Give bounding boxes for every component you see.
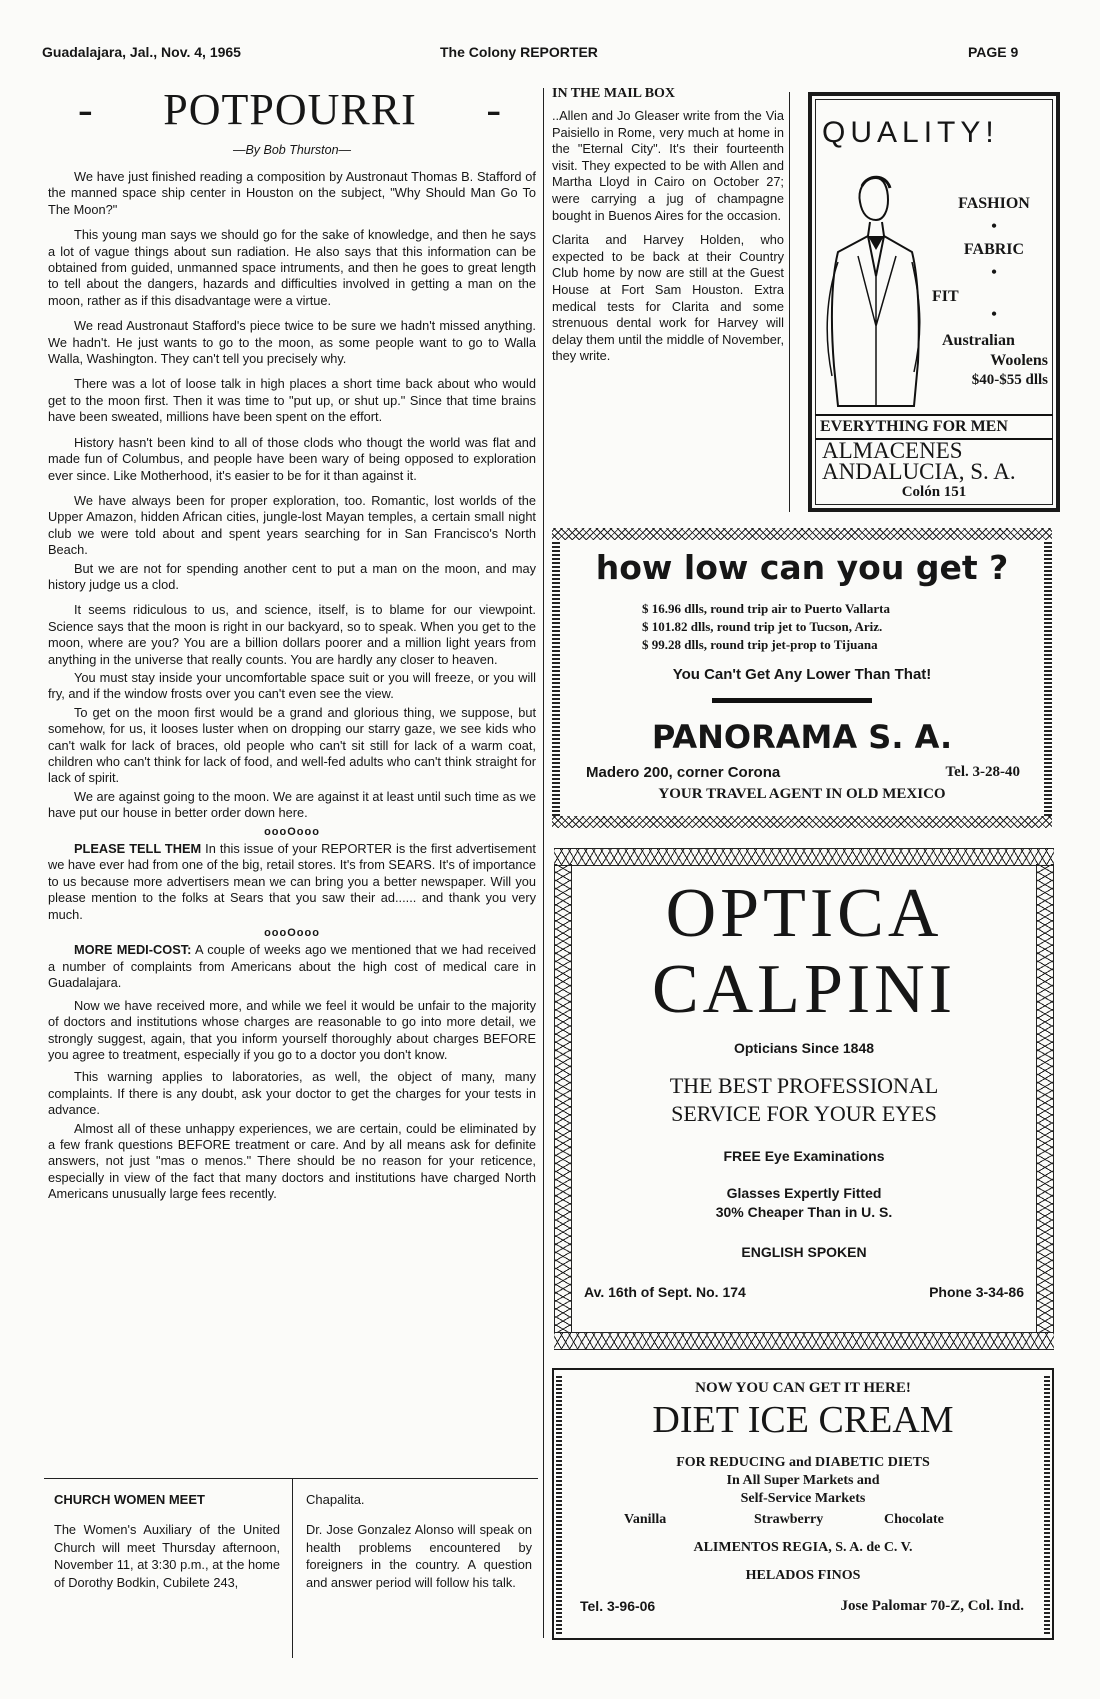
byline: —By Bob Thurston— <box>232 143 352 157</box>
zigzag-border <box>552 816 1052 828</box>
optica-glasses <box>554 1184 1054 1222</box>
paragraph: But we are not for spending another cent to put a man on the moon, and may history judge us a clod. <box>48 560 536 592</box>
dash-right: - <box>486 85 502 134</box>
church-title: CHURCH WOMEN MEET <box>54 1492 205 1507</box>
travel-tagline: YOUR TRAVEL AGENT IN OLD MEXICO <box>658 786 946 802</box>
chapalita-text: Dr. Jose Gonzalez Alonso will speak on health problems encountered by foreigners in the country. A question and answer period will follow his talk. <box>306 1522 532 1590</box>
bullet: • <box>991 306 997 323</box>
quality-woolens-2: Woolens <box>990 352 1048 369</box>
optica-name-line-2: CALPINI <box>651 951 957 1028</box>
paragraph: We read Austronaut Stafford's piece twice to be sure we hadn't missed anything. We hadn't. He just wants to go to the moon, as some people want to go to Walla Walla, Washington. They can't tell you precisely why. <box>48 318 536 367</box>
optica-english: ENGLISH SPOKEN <box>741 1244 867 1260</box>
travel-fares <box>642 600 890 654</box>
mailbox-rule <box>789 92 790 512</box>
travel-company: PANORAMA S. A. <box>651 718 953 756</box>
potpourri-title: POTPOURRI <box>163 85 417 134</box>
dateline: Guadalajara, Jal., Nov. 4, 1965 <box>42 44 241 60</box>
paragraph: Clarita and Harvey Holden, who expected to be back at their Country Club home by now are still at the Guest House at Fort Sam Houston. Extra medical tests for Clarita and some strenuous dental work for Harvey will delay them until the middle of November, they write. <box>552 232 784 364</box>
optica-name-line-1: OPTICA <box>665 875 943 952</box>
ice-cream-details <box>554 1454 1052 1508</box>
ice-cream-kicker: NOW YOU CAN GET IT HERE! <box>695 1380 911 1396</box>
separator: oooOooo <box>264 927 320 940</box>
rule-boxes-divider <box>292 1478 293 1658</box>
paragraph: History hasn't been kind to all of those clods who thougt the world was flat and made fun of Columbus, and people have been wary of being opposed to exploration ever since. Like Motherhood, it's easier to be for it than against it. <box>48 434 536 483</box>
please-tell-them-item <box>48 841 536 923</box>
medi-cost-item <box>48 942 536 991</box>
travel-address: Madero 200, corner Corona <box>586 764 781 781</box>
quality-divider <box>815 414 1053 416</box>
paragraph: We have always been for proper exploration, too. Romantic, lost worlds of the Upper Amazon, hidden African cities, jungle-lost Mayan temples, a certain small night club we were told about and spent years searching for in San Francisco's North Beach. <box>48 492 536 558</box>
potpourri-headline <box>48 84 536 135</box>
ice-cream-purpose: FOR REDUCING and DIABETIC DIETS <box>676 1455 930 1470</box>
bullet: • <box>991 264 997 281</box>
church-text: The Women's Auxiliary of the United Church will meet Thursday afternoon, November 11, at 3:30 p.m., at the home of Dorothy Bodkin, Cubilete 243, <box>54 1522 280 1590</box>
travel-ad <box>552 528 1052 828</box>
ice-cream-ad <box>552 1368 1054 1640</box>
quality-address: Colón 151 <box>901 484 967 500</box>
quality-tagline: EVERYTHING FOR MEN <box>820 418 1008 435</box>
paragraph: You must stay inside your uncomfortable space suit or you will freeze, or you will fry, and if the window frosts over you can't even see the view. <box>48 669 536 702</box>
page-number: PAGE 9 <box>968 44 1019 60</box>
paragraph: This young man says we should go for the sake of knowledge, and then he says a lot of vague things about sun radiation. He also says that this information can be obtained from guided, unmanned space intruments, and then he goes to great length to tell about the dangers, hazards and difficulties involved in getting a man on the moon, rather as if this disadvantage were a virtue. <box>48 227 536 308</box>
fare-line: $ 99.28 dlls, round trip jet-prop to Tijuana <box>642 637 878 652</box>
mailbox-body <box>552 108 784 365</box>
medi-cost-text: A couple of weeks ago we mentioned that we had received a number of complaints from Americans about the high cost of medical care in Guadalajara. <box>48 942 537 991</box>
quality-item-fit: FIT <box>932 288 959 305</box>
optica-phone: Phone 3-34-86 <box>929 1284 1024 1300</box>
ice-cream-phone: Tel. 3-96-06 <box>580 1598 656 1614</box>
separator: oooOooo <box>264 825 320 838</box>
dash-left: - <box>78 85 94 134</box>
optica-address: Av. 16th of Sept. No. 174 <box>584 1284 746 1300</box>
optica-service <box>554 1072 1054 1128</box>
crosshatch-border <box>554 848 1054 866</box>
mailbox-title: IN THE MAIL BOX <box>552 86 676 101</box>
column-rule <box>543 88 544 1638</box>
paragraph: This warning applies to laboratories, as well, the object of many, many complaints. If there is any doubt, ask your doctor to get the charges for your tests in advance. <box>48 1069 536 1118</box>
crosshatch-border <box>554 1332 1054 1350</box>
travel-slogan: You Can't Get Any Lower Than That! <box>672 666 932 683</box>
quality-company-line-2: ANDALUCIA, S. A. <box>822 459 1016 484</box>
travel-divider <box>712 698 872 703</box>
potpourri-body <box>48 169 536 1203</box>
paragraph: There was a lot of loose talk in high places a short time back about who would get to the moon first. Then it was time to "put up, or shut up." Since that time brains have been sweated, millions have been spent on the effort. <box>48 376 536 425</box>
optica-service-line-1: THE BEST PROFESSIONAL <box>669 1073 939 1098</box>
paragraph: ..Allen and Jo Gleaser write from the Via Paisiello in Rome, very much at home in the "Eternal City". It's their fourteenth visit. They expected to be with Allen and Martha Lloyd in Cairo on October 27; were carrying a jug of champagne bought in Buenos Aires for the occasion. <box>552 108 784 223</box>
newspaper-name: The Colony REPORTER <box>440 44 598 60</box>
please-tell-them-heading: PLEASE TELL THEM <box>74 841 202 857</box>
paragraph: We are against going to the moon. We are against it at least until such time as we have put our house in better order down here. <box>48 788 536 821</box>
ice-cream-where-2: Self-Service Markets <box>740 1491 866 1506</box>
optica-glasses-line-1: Glasses Expertly Fitted <box>726 1185 882 1201</box>
chapalita-box <box>306 1492 532 1591</box>
rule-bottom-boxes <box>44 1478 538 1479</box>
quality-company-line-1: ALMACENES <box>822 438 963 463</box>
ice-cream-company: ALIMENTOS REGIA, S. A. de C. V. <box>693 1540 913 1555</box>
potpourri-column <box>48 84 536 1203</box>
bullet: • <box>991 218 997 235</box>
quality-item-fabric: FABRIC <box>963 241 1025 258</box>
flavor-strawberry: Strawberry <box>754 1512 824 1527</box>
ice-cream-where-1: In All Super Markets and <box>726 1473 880 1488</box>
quality-woolens-1: Australian <box>942 332 1015 349</box>
mailbox-column <box>552 86 784 373</box>
zigzag-border <box>552 528 1052 540</box>
paragraph: Almost all of these unhappy experiences, we are certain, could be eliminated by a few frank questions BEFORE treatment or care. And by all means ask for definite answers, not just "mas o menos." There should be no reason for your reticence, especially in view of the fact that many doctors and institutions have charged North Americans unusually large fees recently. <box>48 1120 536 1202</box>
paragraph: We have just finished reading a composition by Austronaut Thomas B. Stafford of the manned space ship center in Houston on the subject, "Why Should Man Go To The Moon?" <box>48 169 536 217</box>
ice-cream-headline: DIET ICE CREAM <box>652 1399 954 1441</box>
flavor-vanilla: Vanilla <box>624 1512 667 1527</box>
quality-price: $40-$55 dlls <box>971 372 1048 388</box>
flavor-chocolate: Chocolate <box>884 1512 944 1527</box>
optica-service-line-2: SERVICE FOR YOUR EYES <box>671 1101 937 1126</box>
fare-line: $ 16.96 dlls, round trip air to Puerto Vallarta <box>642 601 890 616</box>
optica-name <box>554 876 1054 1028</box>
ice-cream-brand: HELADOS FINOS <box>745 1568 861 1583</box>
optica-free: FREE Eye Examinations <box>723 1148 885 1164</box>
optica-glasses-line-2: 30% Cheaper Than in U. S. <box>715 1204 893 1220</box>
fare-line: $ 101.82 dlls, round trip jet to Tucson, Ariz. <box>642 619 883 634</box>
ice-cream-address: Jose Palomar 70-Z, Col. Ind. <box>840 1598 1024 1614</box>
paragraph: To get on the moon first would be a grand and glorious thing, we suppose, but somehow, for us, it looses luster when on dropping our starry gaze, we see kids who can't walk for lack of braces, old people who can't sit still for lack of a warm coat, children who can't think for lack of food, and well-fed adults who can't think straight for lack of spirit. <box>48 704 536 786</box>
chapalita-title: Chapalita. <box>306 1492 365 1507</box>
travel-phone: Tel. 3-28-40 <box>945 764 1020 780</box>
paragraph: It seems ridiculous to us, and science, itself, is to blame for our viewpoint. Science says that the moon is right in our backyard, so to speak. When you get to the moon, where are you? You are a billion dollars poorer and a million light years from anything in the universe that really counts. You are hardly any closer to heaven. <box>48 602 536 667</box>
optica-since: Opticians Since 1848 <box>733 1040 875 1056</box>
paragraph: Now we have received more, and while we feel it would be unfair to the majority of doctors and institutions whose charges are reasonable to go into more detail, we strongly suggest, again, that you inform yourself thoroughly about charges BEFORE you agree to treatment, especially if you go to a doctor you don't know. <box>48 997 536 1062</box>
quality-item-fashion: FASHION <box>958 195 1030 212</box>
please-tell-them-text: In this issue of your REPORTER is the first advertisement we have ever had from one of the big, retail stores. It's from SEARS. It's of importance to us because more advertisers mean we can bring you a better newspaper. Will you please mention to the folks at Sears that you saw their ad...... and thank you very much. <box>48 841 536 922</box>
gentleman-illustration-icon <box>818 166 928 416</box>
quality-title: QUALITY! <box>822 116 999 149</box>
quality-ad <box>808 92 1060 512</box>
optica-ad <box>554 848 1054 1348</box>
medi-cost-heading: MORE MEDI-COST: <box>74 942 192 958</box>
quality-items <box>932 192 1056 284</box>
travel-headline: how low can you get ? <box>595 548 1009 587</box>
church-women-box <box>54 1492 280 1591</box>
quality-company <box>822 440 1016 482</box>
